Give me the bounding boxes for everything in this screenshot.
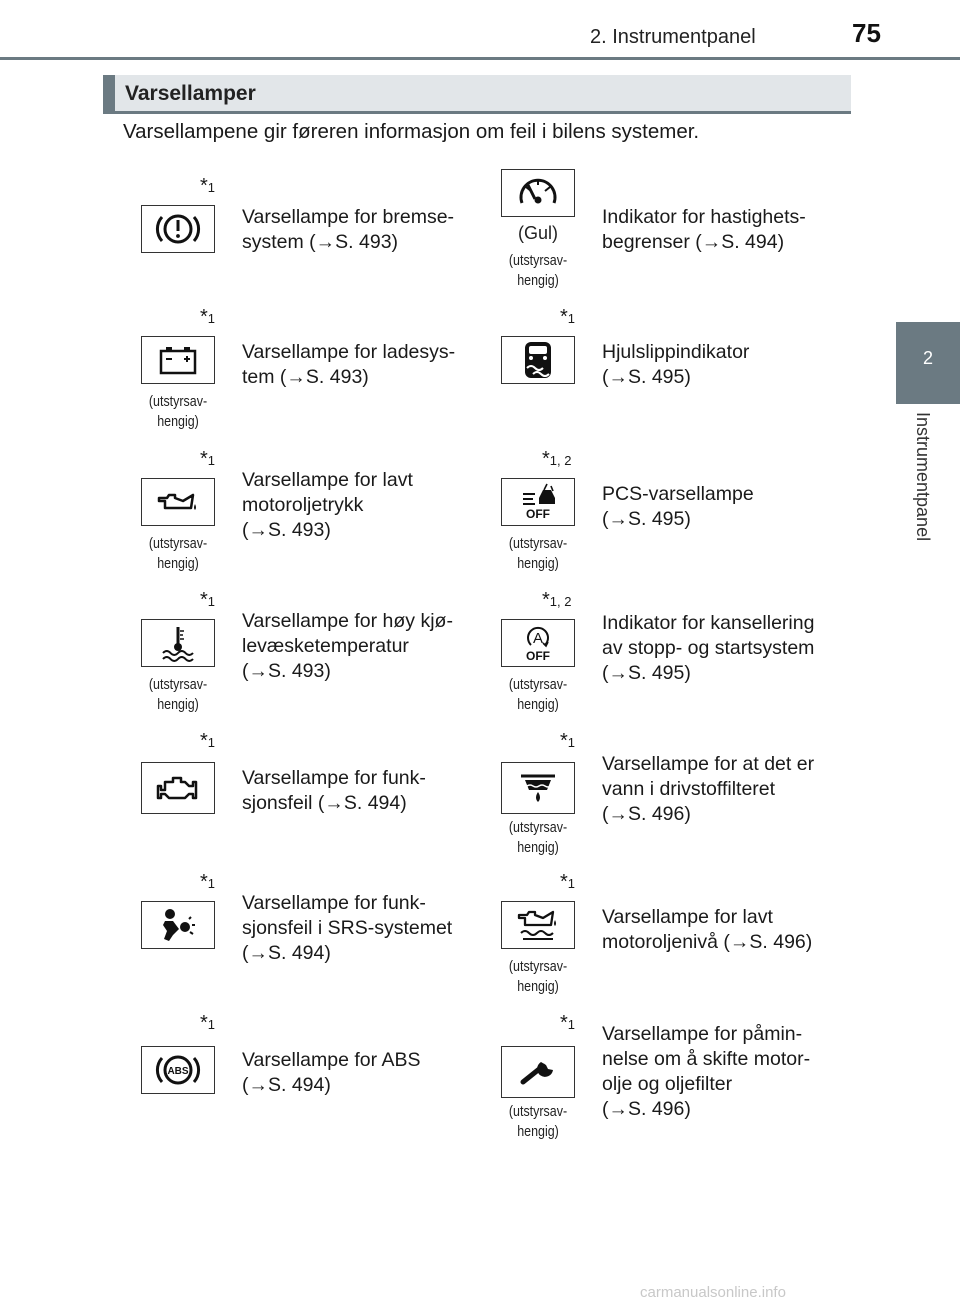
footnote-marker: *1: [200, 1012, 216, 1034]
lamp-entry: [480, 306, 840, 446]
optional-equipment-note: (utstyrsav- hengig): [508, 677, 568, 713]
optional-equipment-note: (utstyrsav- hengig): [148, 536, 208, 572]
coolant-temperature-icon: [141, 619, 215, 667]
lamp-description: Varsellampe for at det er vann i drivstoffilteret (→S. 496): [602, 753, 815, 825]
footnote-marker: *1: [200, 589, 216, 611]
lamp-entry: [480, 448, 840, 588]
footnote-marker: *1, 2: [542, 589, 572, 611]
chapter-tab[interactable]: [896, 322, 960, 404]
footnote-marker: *1: [560, 1012, 576, 1034]
svg-text:ABS: ABS: [167, 1066, 189, 1077]
lamp-entry: [120, 448, 480, 588]
lamp-description: PCS-varsellampe (→S. 495): [602, 483, 754, 530]
header-divider: [0, 57, 960, 60]
optional-equipment-note: (utstyrsav- hengig): [508, 959, 568, 995]
lamp-description: Indikator for kansellering av stopp- og startsystem (→S. 495): [602, 612, 815, 684]
lamp-description: Hjulslippindikator (→S. 495): [602, 341, 750, 388]
lamp-description: Varsellampe for ABS (→S. 494): [242, 1049, 421, 1096]
lamp-description: Varsellampe for høy kjø- levæsketemperatur (→S. 493): [242, 610, 453, 682]
lamp-entry: [480, 1012, 840, 1152]
optional-equipment-note: (utstyrsav- hengig): [508, 1104, 568, 1140]
lamp-description: Indikator for hastighets- begrenser (→S. 494): [602, 206, 806, 253]
speed-limiter-icon: [501, 169, 575, 217]
lamp-entry: [120, 871, 480, 1011]
optional-equipment-note: (utstyrsav- hengig): [508, 536, 568, 572]
section-heading-bar: [103, 75, 851, 114]
lamp-description: Varsellampe for påmin- nelse om å skifte motor- olje og oljefilter (→S. 496): [602, 1023, 811, 1120]
section-title: Varsellamper: [125, 82, 256, 105]
page-number: 75: [852, 18, 881, 48]
footnote-marker: *1: [560, 306, 576, 328]
footnote-marker: *1: [200, 448, 216, 470]
footnote-marker: *1: [200, 871, 216, 893]
footnote-marker: *1: [560, 871, 576, 893]
optional-equipment-note: (utstyrsav- hengig): [508, 253, 568, 289]
lamp-description: Varsellampe for funk- sjonsfeil (→S. 494): [242, 767, 426, 814]
footnote-marker: *1: [200, 730, 216, 752]
brake-warning-icon: [141, 205, 215, 253]
color-note: (Gul): [518, 223, 558, 243]
lamp-entry: [120, 589, 480, 729]
chapter-tab-number: 2: [922, 348, 933, 368]
lamp-entry: [480, 871, 840, 1011]
battery-charging-icon: [141, 336, 215, 384]
water-in-fuel-icon: [501, 762, 575, 814]
section-heading-accent: [103, 75, 115, 111]
intro-text: Varsellampene gir føreren informasjon om feil i bilens systemer.: [123, 120, 700, 143]
lamp-description: Varsellampe for lavt motoroljenivå (→S. 496): [602, 906, 813, 953]
oil-pressure-icon: [141, 478, 215, 526]
stop-start-off-icon: [501, 619, 575, 667]
optional-equipment-note: (utstyrsav- hengig): [508, 820, 568, 856]
lamp-entry: [120, 175, 480, 315]
lamp-entry: [480, 175, 840, 315]
footnote-marker: *1: [200, 175, 216, 197]
wheel-slip-icon: [501, 336, 575, 384]
oil-maintenance-icon: [501, 1046, 575, 1098]
lamp-entry: [480, 589, 840, 729]
svg-text:OFF: OFF: [526, 649, 550, 663]
svg-text:A: A: [532, 630, 544, 647]
abs-warning-icon: [141, 1046, 215, 1094]
oil-level-icon: [501, 901, 575, 949]
optional-equipment-note: (utstyrsav- hengig): [148, 394, 208, 430]
header-chapter-title: 2. Instrumentpanel: [590, 26, 756, 48]
footnote-marker: *1: [200, 306, 216, 328]
lamp-entry: [120, 730, 480, 870]
lamp-entry: [120, 306, 480, 446]
check-engine-icon: [141, 762, 215, 814]
lamp-entry: [120, 1012, 480, 1152]
pcs-off-icon: [501, 478, 575, 526]
lamp-description: Varsellampe for bremse- system (→S. 493): [242, 206, 455, 253]
srs-airbag-icon: [141, 901, 215, 949]
optional-equipment-note: (utstyrsav- hengig): [148, 677, 208, 713]
lamp-description: Varsellampe for lavt motoroljetrykk (→S. 493): [242, 469, 413, 541]
footnote-marker: *1, 2: [542, 448, 572, 470]
lamp-description: Varsellampe for funk- sjonsfeil i SRS-systemet (→S. 494): [242, 892, 453, 964]
svg-text:OFF: OFF: [526, 507, 550, 521]
lamp-entry: [480, 730, 840, 870]
chapter-tab-label: Instrumentpanel: [913, 412, 933, 542]
lamp-description: Varsellampe for ladesys- tem (→S. 493): [242, 341, 456, 388]
watermark-text: carmanualsonline.info: [640, 1284, 786, 1301]
footnote-marker: *1: [560, 730, 576, 752]
